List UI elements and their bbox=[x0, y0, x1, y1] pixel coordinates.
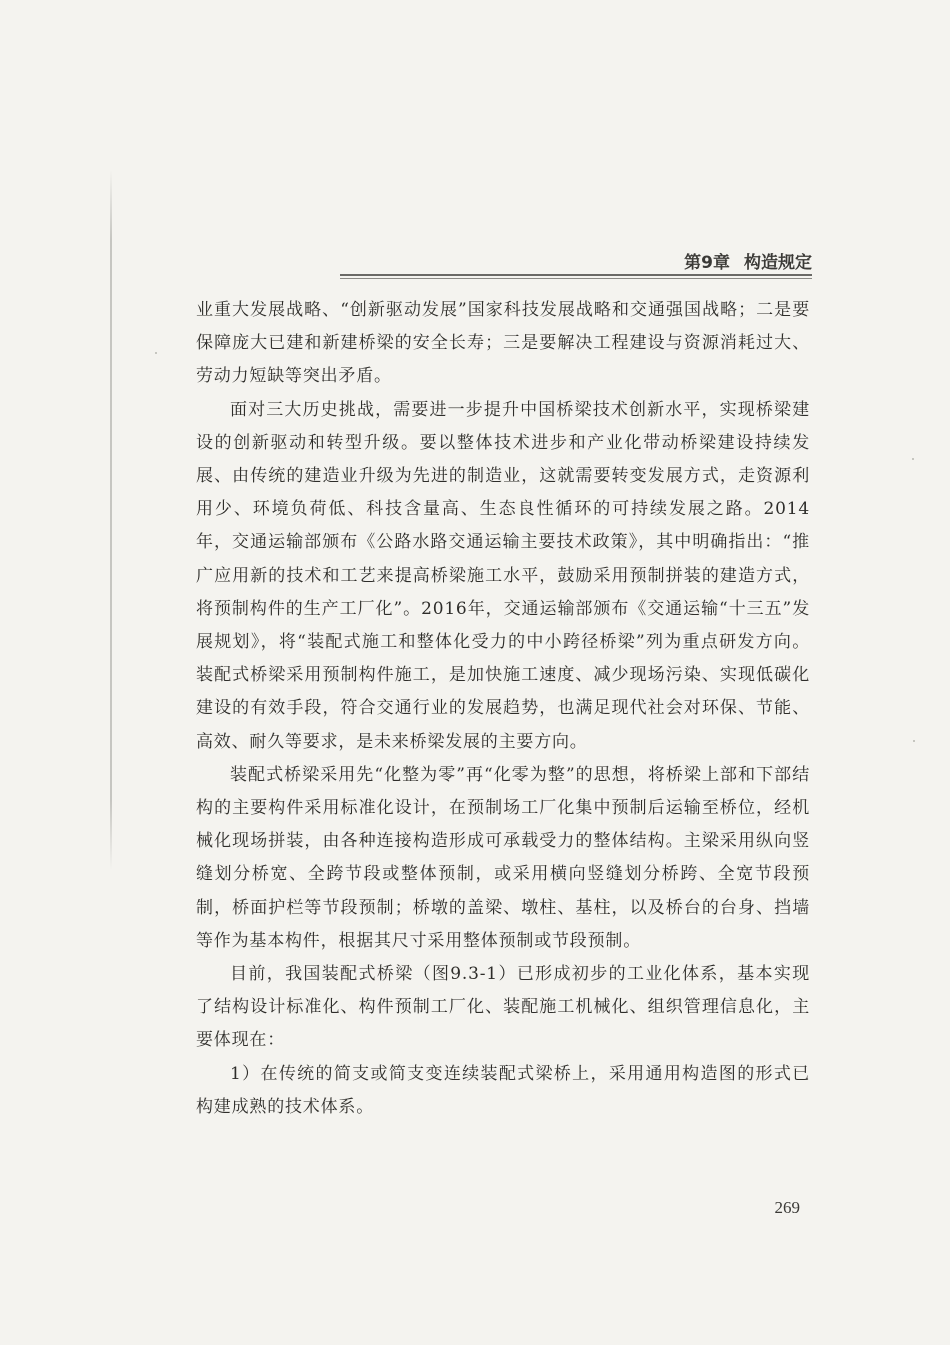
paragraph-1: 业重大发展战略、“创新驱动发展”国家科技发展战略和交通强国战略；二是要保障庞大已建和新建桥梁的安全长寿；三是要解决工程建设与资源消耗过大、劳动力短缺等突出矛盾。 bbox=[196, 300, 810, 387]
paragraph-2: 面对三大历史挑战，需要进一步提升中国桥梁技术创新水平，实现桥梁建设的创新驱动和转型升级。要以整体技术进步和产业化带动桥梁建设持续发展、由传统的建造业升级为先进的制造业，这就需要转变发展方式，走资源利用少、环境负荷低、科技含量高、生态良性循环的可持续发展之路。2014年，交通运输部颁布《公路水路交通运输主要技术政策》，其中明确指出：“推广应用新的技术和工艺来提高桥梁施工水平，鼓励采用预制拼装的建造方式，将预制构件的生产工厂化”。2016年，交通运输部颁布《交通运输“十三五”发展规划》，将“装配式施工和整体化受力的中小跨径桥梁”列为重点研发方向。装配式桥梁采用预制构件施工，是加快施工速度、减少现场污染、实现低碳化建设的有效手段，符合交通行业的发展趋势，也满足现代社会对环保、节能、高效、耐久等要求，是未来桥梁发展的主要方向。 bbox=[196, 399, 810, 752]
chapter-heading bbox=[684, 248, 812, 273]
header-rule bbox=[340, 274, 812, 276]
scan-speck bbox=[155, 352, 157, 354]
page-number: 269 bbox=[774, 1198, 800, 1217]
running-header bbox=[340, 244, 812, 284]
body-text bbox=[196, 294, 810, 1124]
paragraph-3: 装配式桥梁采用先“化整为零”再“化零为整”的思想，将桥梁上部和下部结构的主要构件采用标准化设计，在预制场工厂化集中预制后运输至桥位，经机械化现场拼装，由各种连接构造形成可承载受力的整体结构。主梁采用纵向竖缝划分桥宽、全跨节段或整体预制，或采用横向竖缝划分桥跨、全宽节段预制，桥面护栏等节段预制；桥墩的盖梁、墩柱、基柱，以及桥台的台身、挡墙等作为基本构件，根据其尺寸采用整体预制或节段预制。 bbox=[196, 764, 810, 951]
chapter-title: 构造规定 bbox=[744, 253, 812, 273]
paragraph-5: 1）在传统的简支或简支变连续装配式梁桥上，采用通用构造图的形式已构建成熟的技术体系。 bbox=[196, 1063, 810, 1117]
chapter-label: 第9章 bbox=[684, 253, 730, 273]
paragraph-4: 目前，我国装配式桥梁（图9.3-1）已形成初步的工业化体系，基本实现了结构设计标准化、构件预制工厂化、装配施工机械化、组织管理信息化，主要体现在： bbox=[196, 964, 810, 1051]
binding-shadow-line bbox=[110, 170, 112, 870]
header-rule-thin bbox=[340, 278, 812, 279]
scan-speck bbox=[913, 740, 915, 742]
scan-speck bbox=[912, 458, 914, 460]
